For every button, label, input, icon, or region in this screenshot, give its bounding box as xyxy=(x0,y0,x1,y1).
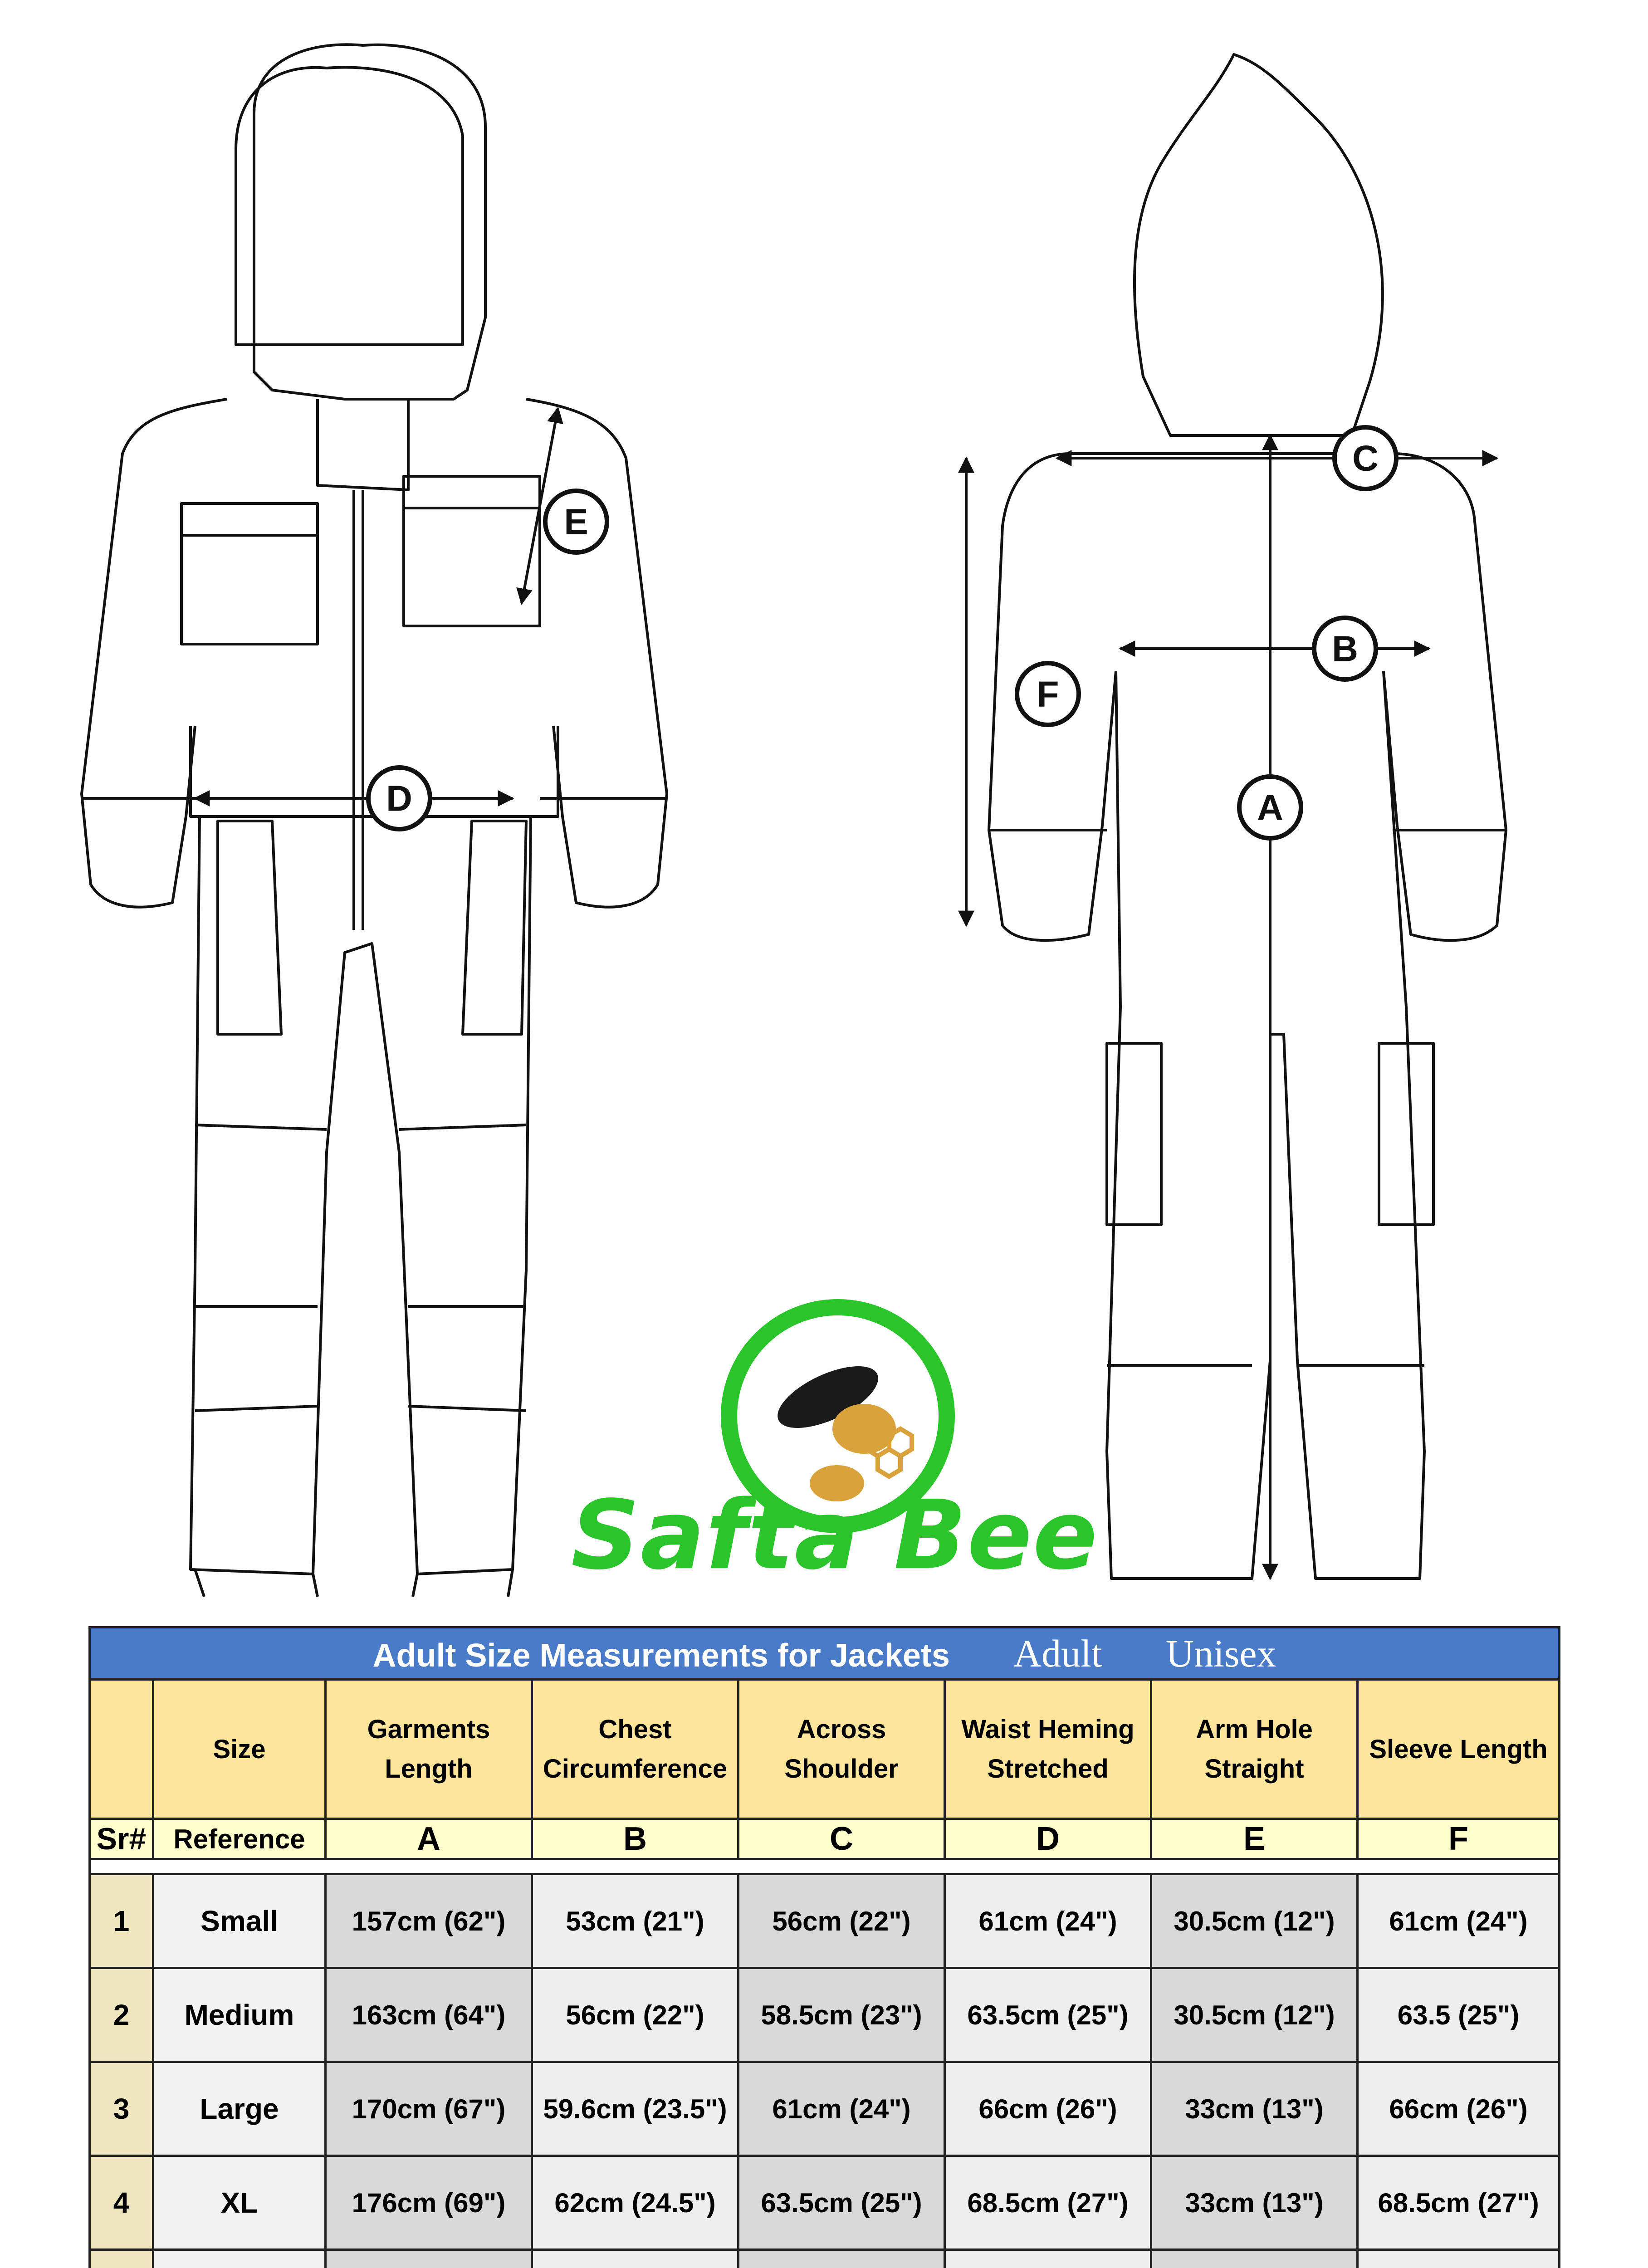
row-value xyxy=(945,2250,1151,2268)
label-f: F xyxy=(1037,674,1059,714)
ref-letter-f: F xyxy=(1358,1819,1560,1859)
tag-adult: Adult xyxy=(1013,1632,1102,1675)
size-table xyxy=(88,1626,1558,2268)
label-e: E xyxy=(564,501,588,542)
row-value: 63.5cm (25") xyxy=(738,2156,945,2250)
row-value: 33cm (13") xyxy=(1151,2062,1358,2156)
row-value: 68.5cm (27") xyxy=(1358,2156,1560,2250)
table-row xyxy=(90,1968,1560,2062)
row-value: 30.5cm (12") xyxy=(1151,1874,1358,1968)
ref-letter-d: D xyxy=(945,1819,1151,1859)
table-row xyxy=(90,2062,1560,2156)
row-sr: 1 xyxy=(90,1874,153,1968)
header-across-shoulder: Across Shoulder xyxy=(738,1680,945,1819)
row-value: 30.5cm (12") xyxy=(1151,1968,1358,2062)
table-row xyxy=(90,2156,1560,2250)
row-value xyxy=(326,2250,532,2268)
size-measurements-table xyxy=(88,1626,1560,2268)
row-value: 68.5cm (27") xyxy=(945,2156,1151,2250)
row-value: 163cm (64") xyxy=(326,1968,532,2062)
row-value: 56cm (22") xyxy=(738,1874,945,1968)
label-a: A xyxy=(1257,787,1283,828)
header-garments-length: Garments Length xyxy=(326,1680,532,1819)
row-value: 53cm (21") xyxy=(532,1874,738,1968)
row-value: 66cm (26") xyxy=(945,2062,1151,2156)
row-value: 170cm (67") xyxy=(326,2062,532,2156)
ref-letter-e: E xyxy=(1151,1819,1358,1859)
table-title-text: Adult Size Measurements for Jackets xyxy=(372,1637,950,1674)
header-chest-circumference: Chest Circumference xyxy=(532,1680,738,1819)
row-size xyxy=(153,2250,326,2268)
table-header-row xyxy=(90,1680,1560,1819)
row-sr xyxy=(90,2250,153,2268)
row-value xyxy=(1151,2250,1358,2268)
row-value xyxy=(738,2250,945,2268)
row-value xyxy=(532,2250,738,2268)
ref-letter-b: B xyxy=(532,1819,738,1859)
row-value: 66cm (26") xyxy=(1358,2062,1560,2156)
reference-label: Reference xyxy=(153,1819,326,1859)
sr-label: Sr# xyxy=(90,1819,153,1859)
row-value: 56cm (22") xyxy=(532,1968,738,2062)
table-title xyxy=(90,1628,1560,1680)
header-size: Size xyxy=(153,1680,326,1819)
header-waist-heming: Waist Heming Stretched xyxy=(945,1680,1151,1819)
tag-unisex: Unisex xyxy=(1165,1632,1276,1675)
row-size: Medium xyxy=(153,1968,326,2062)
row-value: 63.5cm (25") xyxy=(945,1968,1151,2062)
row-sr: 3 xyxy=(90,2062,153,2156)
row-sr: 2 xyxy=(90,1968,153,2062)
row-sr: 4 xyxy=(90,2156,153,2250)
table-title-row xyxy=(90,1628,1560,1680)
table-row xyxy=(90,1874,1560,1968)
label-c: C xyxy=(1352,438,1379,479)
header-sr-blank xyxy=(90,1680,153,1819)
row-value: 157cm (62") xyxy=(326,1874,532,1968)
row-value: 61cm (24") xyxy=(945,1874,1151,1968)
row-value: 59.6cm (23.5") xyxy=(532,2062,738,2156)
table-reference-row xyxy=(90,1819,1560,1859)
table-body xyxy=(90,1874,1560,2268)
header-sleeve-length: Sleeve Length xyxy=(1358,1680,1560,1819)
row-value: 63.5 (25") xyxy=(1358,1968,1560,2062)
row-value xyxy=(1358,2250,1560,2268)
row-size: XL xyxy=(153,2156,326,2250)
row-value: 61cm (24") xyxy=(1358,1874,1560,1968)
label-d: D xyxy=(386,778,412,819)
row-size: Small xyxy=(153,1874,326,1968)
ref-letter-a: A xyxy=(326,1819,532,1859)
label-b: B xyxy=(1332,628,1358,669)
table-gap xyxy=(90,1859,1560,1874)
front-suit-outline xyxy=(82,44,667,1597)
row-value: 61cm (24") xyxy=(738,2062,945,2156)
ref-letter-c: C xyxy=(738,1819,945,1859)
row-value: 62cm (24.5") xyxy=(532,2156,738,2250)
table-row xyxy=(90,2250,1560,2268)
row-value: 58.5cm (23") xyxy=(738,1968,945,2062)
row-value: 176cm (69") xyxy=(326,2156,532,2250)
header-arm-hole: Arm Hole Straight xyxy=(1151,1680,1358,1819)
row-size: Large xyxy=(153,2062,326,2156)
brand-name: Safta Bee xyxy=(571,1480,1099,1591)
row-value: 33cm (13") xyxy=(1151,2156,1358,2250)
